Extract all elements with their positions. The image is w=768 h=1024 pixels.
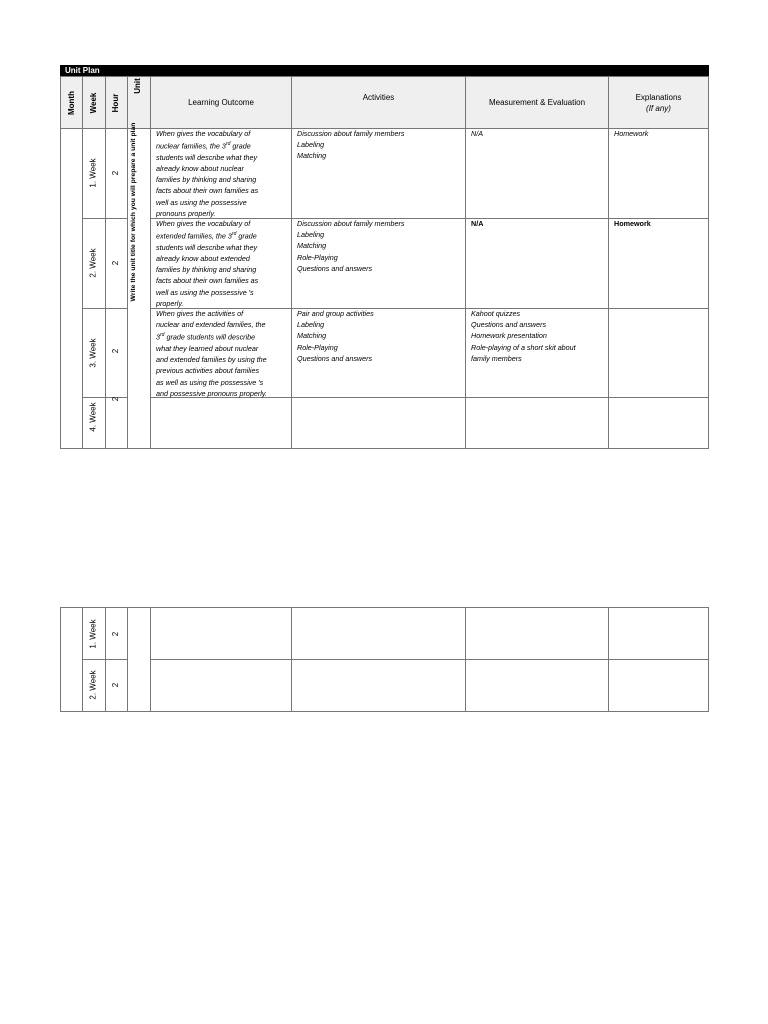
header-hour: Hour xyxy=(111,93,120,113)
row3-hour: 2 xyxy=(111,348,120,354)
t2-row1-week: 1. Week xyxy=(88,619,98,649)
unit-title-vertical: Write the unit title for which you will prepare a unit plan xyxy=(130,122,137,302)
row3-activities: Pair and group activities Labeling Matching Role-Playing Questions and answers xyxy=(297,309,374,363)
row1-measurement: N/A xyxy=(471,129,483,138)
header-measurement: Measurement & Evaluation xyxy=(488,98,586,107)
row2-week: 2. Week xyxy=(88,248,98,278)
row2-learning-outcome: When gives the vocabulary of extended families, the 3rd grade students will describe what they already know about extended families by thinking and sharing facts about their own families as well as using the possessive 's properly. xyxy=(156,219,259,308)
row2-activities: Discussion about family members Labeling Matching Role-Playing Questions and answers xyxy=(297,219,405,273)
row1-explanations: Homework xyxy=(614,129,649,138)
unit-plan-table xyxy=(60,76,709,449)
unit-plan-table-continued xyxy=(60,607,709,712)
header-month: Month xyxy=(67,91,76,115)
row4-hour: 2 xyxy=(111,396,120,402)
header-unit: Unit xyxy=(133,78,142,94)
row1-learning-outcome: When gives the vocabulary of nuclear families, the 3rd grade students will describe what they already know about nuclear families by thinking and sharing facts about their own families as well as using the possessive pronouns properly. xyxy=(156,129,259,218)
unit-plan-title-bar xyxy=(60,65,709,76)
row3-learning-outcome: When gives the activities of nuclear and extended families, the 3rd grade students will describe what they learned about nuclear and extended families by using the previous activities about families as well as using the possessive 's and possessive pronouns properly. xyxy=(156,309,267,398)
row1-hour: 2 xyxy=(111,170,120,176)
t2-row1-hour: 2 xyxy=(111,631,120,637)
unit-plan-title: Unit Plan xyxy=(65,66,100,75)
row2-hour: 2 xyxy=(111,260,120,266)
row2-measurement: N/A xyxy=(471,219,484,228)
header-explanations: Explanations xyxy=(635,93,682,102)
header-activities: Activities xyxy=(362,93,395,102)
row2-explanations: Homework xyxy=(614,219,651,228)
t2-row2-hour: 2 xyxy=(111,682,120,688)
row3-measurement: Kahoot quizzes Questions and answers Homework presentation Role-playing of a short skit about family members xyxy=(471,309,576,363)
row3-week: 3. Week xyxy=(88,338,98,368)
header-week: Week xyxy=(89,92,98,114)
row1-week: 1. Week xyxy=(88,158,98,188)
t2-row2-week: 2. Week xyxy=(88,670,98,700)
header-explanations-sub: (If any) xyxy=(646,104,671,113)
header-learning-outcome: Learning Outcome xyxy=(188,98,254,107)
row1-activities: Discussion about family members Labeling Matching xyxy=(297,129,405,161)
row4-week: 4. Week xyxy=(88,402,98,432)
